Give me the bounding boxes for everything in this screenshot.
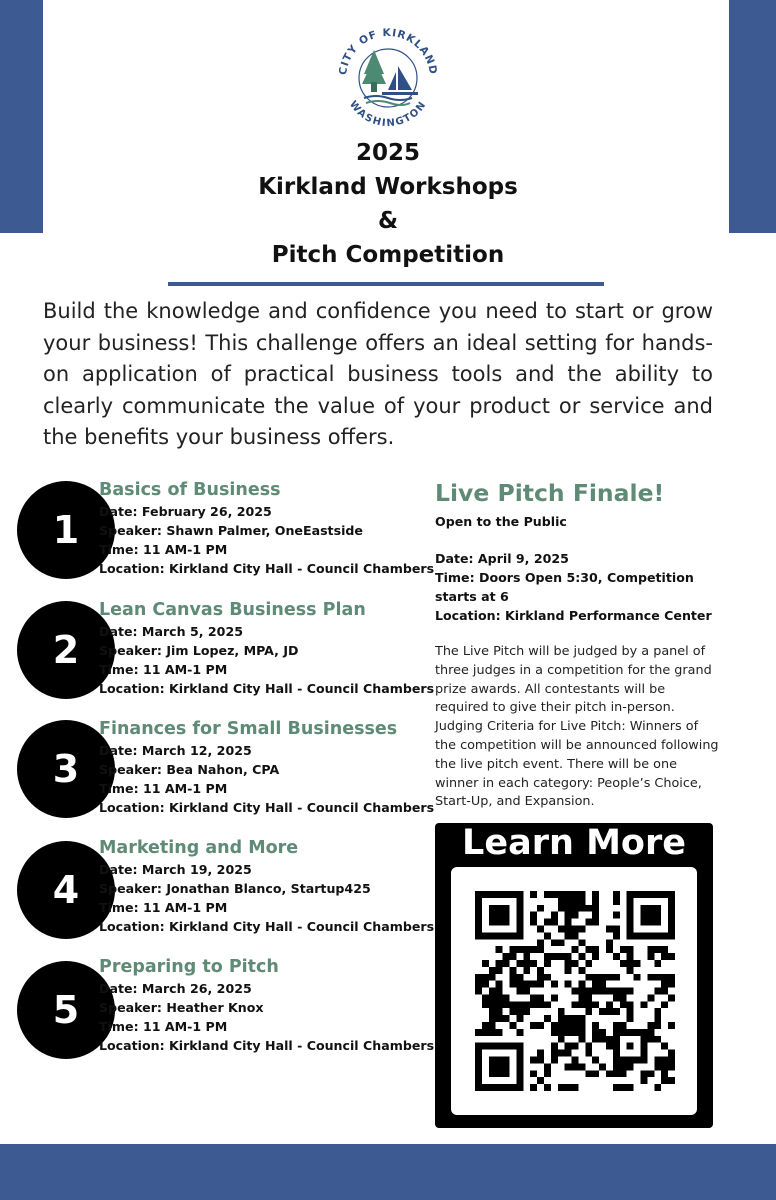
finale-description: The Live Pitch will be judged by a panel of three judges in a competition for the grand prize awards. All contestants will be required to give their pitch in-person. Judging Criteria for Live Pitch: Winners of the competition will be announced following the live pitch event. There will be one winner in each category: People’s Choice, Start-Up, and Expansion. bbox=[435, 644, 719, 810]
workshop-location: Location: Kirkland City Hall - Council Chambers bbox=[99, 1038, 435, 1053]
finale-title: Live Pitch Finale! bbox=[435, 479, 665, 507]
finale-subtitle: Open to the Public bbox=[435, 514, 567, 529]
workshop-time: Time: 11 AM-1 PM bbox=[99, 900, 228, 915]
finale-time: Time: Doors Open 5:30, Competition starts at 6 bbox=[435, 570, 694, 604]
workshop-title: Lean Canvas Business Plan bbox=[99, 600, 366, 620]
workshop-number-badge: 4 bbox=[17, 841, 115, 939]
title-workshops: Kirkland Workshops bbox=[258, 174, 518, 200]
workshop-speaker: Speaker: Shawn Palmer, OneEastside bbox=[99, 523, 363, 538]
finale-date: Date: April 9, 2025 bbox=[435, 551, 569, 566]
title-ampersand: & bbox=[377, 208, 399, 234]
workshop-speaker: Speaker: Heather Knox bbox=[99, 1000, 264, 1015]
workshop-location: Location: Kirkland City Hall - Council Chambers bbox=[99, 561, 435, 576]
finale-section bbox=[435, 476, 720, 812]
footer-band bbox=[0, 1144, 776, 1200]
workshop-number-badge: 3 bbox=[17, 720, 115, 818]
title-year: 2025 bbox=[355, 140, 420, 166]
workshop-time: Time: 11 AM-1 PM bbox=[99, 781, 228, 796]
finale-location: Location: Kirkland Performance Center bbox=[435, 608, 712, 623]
qr-code-panel[interactable] bbox=[451, 867, 697, 1115]
workshop-date: Date: February 26, 2025 bbox=[99, 504, 272, 519]
workshop-time: Time: 11 AM-1 PM bbox=[99, 542, 228, 557]
workshop-time: Time: 11 AM-1 PM bbox=[99, 662, 228, 677]
workshop-title: Finances for Small Businesses bbox=[99, 719, 398, 739]
workshop-date: Date: March 12, 2025 bbox=[99, 743, 252, 758]
qr-code-icon[interactable] bbox=[475, 891, 675, 1091]
title-underline bbox=[168, 282, 604, 286]
workshop-speaker: Speaker: Bea Nahon, CPA bbox=[99, 762, 280, 777]
learn-more-card[interactable] bbox=[435, 823, 713, 1128]
workshop-title: Basics of Business bbox=[99, 480, 281, 500]
workshop-number-badge: 5 bbox=[17, 961, 115, 1059]
workshop-location: Location: Kirkland City Hall - Council Chambers bbox=[99, 800, 435, 815]
workshop-time: Time: 11 AM-1 PM bbox=[99, 1019, 228, 1034]
city-logo bbox=[332, 22, 444, 134]
workshop-item bbox=[99, 836, 435, 936]
svg-text:WASHINGTON: WASHINGTON bbox=[346, 99, 429, 130]
workshop-item bbox=[99, 478, 435, 578]
title-pitch-competition: Pitch Competition bbox=[271, 242, 505, 268]
workshop-location: Location: Kirkland City Hall - Council Chambers bbox=[99, 681, 435, 696]
workshop-item bbox=[99, 717, 435, 817]
workshop-location: Location: Kirkland City Hall - Council Chambers bbox=[99, 919, 435, 934]
workshop-item bbox=[99, 598, 435, 698]
workshop-date: Date: March 19, 2025 bbox=[99, 862, 252, 877]
workshop-date: Date: March 26, 2025 bbox=[99, 981, 252, 996]
workshop-number-badge: 1 bbox=[17, 481, 115, 579]
workshop-number-badge: 2 bbox=[17, 601, 115, 699]
workshop-date: Date: March 5, 2025 bbox=[99, 624, 243, 639]
workshop-title: Marketing and More bbox=[99, 838, 299, 858]
learn-more-heading: Learn More bbox=[462, 823, 686, 863]
svg-text:CITY OF KIRKLAND: CITY OF KIRKLAND bbox=[336, 26, 440, 76]
workshop-speaker: Speaker: Jim Lopez, MPA, JD bbox=[99, 643, 299, 658]
workshop-item bbox=[99, 955, 435, 1055]
intro-paragraph: Build the knowledge and confidence you need to start or grow your business! This challenge offers an ideal setting for hands-on application of practical business tools and the ability to clearly communicate the value of your product or service and the benefits your business offers. bbox=[43, 299, 713, 449]
workshop-speaker: Speaker: Jonathan Blanco, Startup425 bbox=[99, 881, 371, 896]
workshop-title: Preparing to Pitch bbox=[99, 957, 279, 977]
